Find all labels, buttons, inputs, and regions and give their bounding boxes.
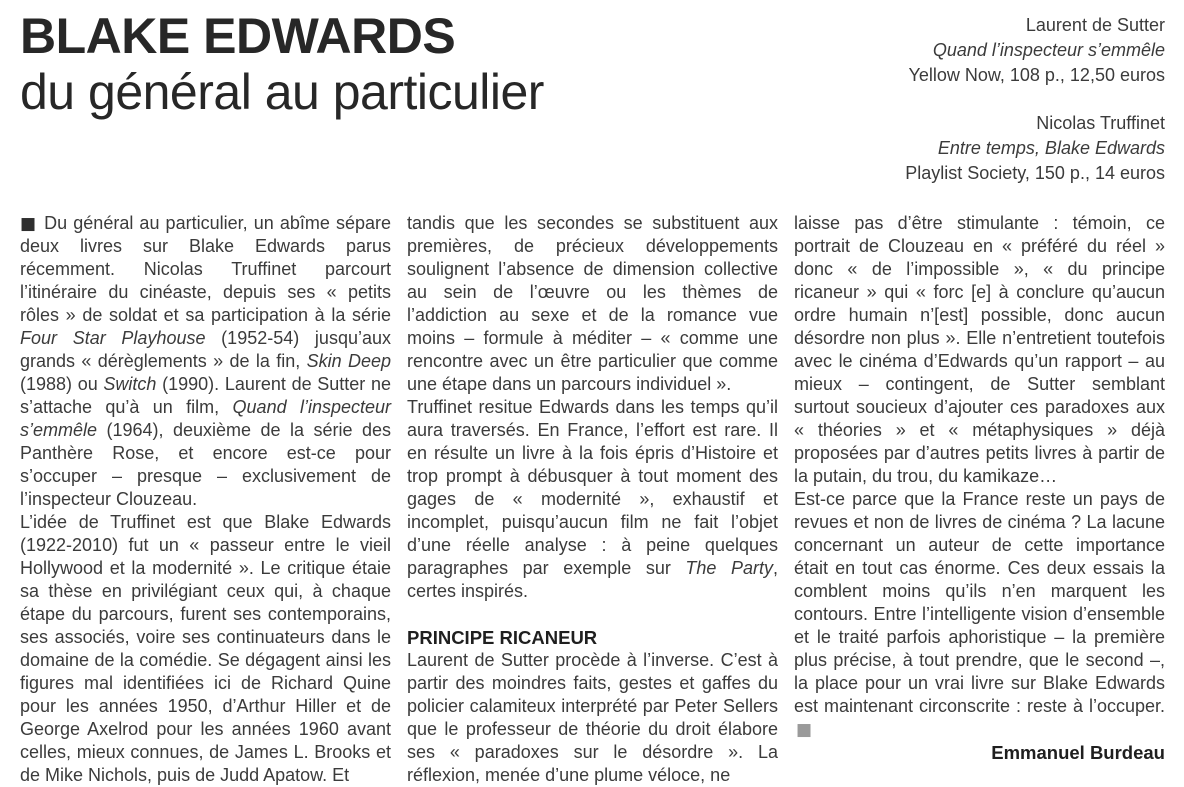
book-publisher: Playlist Society, 150 p., 14 euros [905,163,1165,183]
paragraph [407,649,778,787]
text-run: , certes inspirés. [407,558,778,601]
text-run: (1952-54) jusqu’aux grands « dérèglements » de la fin, [20,328,391,371]
book-title: Quand l’inspecteur s’emmêle [932,40,1165,60]
text-column-2 [407,212,778,787]
text-run: (1988) ou [20,374,104,394]
author-byline: Emmanuel Burdeau [991,742,1165,763]
article-body [20,212,1165,787]
book-credits [905,13,1165,186]
text-run: Switch [103,374,157,394]
book-author: Laurent de Sutter [1025,15,1165,35]
text-run: Du général au particulier, un abîme sépare deux livres sur Blake Edwards parus récemment. Nicolas Truffinet parcourt l’itinéraire du cinéaste, depuis ses « petits rôles » de soldat et sa participation à la série [20,213,391,325]
text-run: Truffinet resitue Edwards dans les temps qu’il aura traversés. En France, l’effort est rare. Il en résulte un livre à la fois épris d’Histoire et trop prompt à débusquer à tout moment des gages de « modernité », exhaustif et incomplet, puisqu’aucun film ne fait l’objet d’une réelle analyse : à peine quelques paragraphes par exemple sur [407,397,778,578]
text-run: (1964), deuxième de la série des Panthère Rose, et encore est-ce pour s’occuper – presque – exclusivement de l’inspecteur Clouzeau. [20,420,391,509]
text-run: Skin Deep [306,351,391,371]
paragraph [407,212,778,396]
text-run: Four Star Playhouse [20,328,206,348]
paragraph [20,511,391,787]
paragraph [794,488,1165,741]
article-headline [20,8,544,120]
text-run: Est-ce parce que la France reste un pays de revues et non de livres de cinéma ? La lacune concernant un auteur de cette importance était en tout cas énorme. Ces deux essais la comblent moins qu’ils n’en marquent les contours. Entre l’intelligente vision d’ensemble et le traité parfois aphoristique – la première plus précise, à tout prendre, que le second –, la place pour un vrai livre sur Blake Edwards est maintenant circonscrite : reste à l’occuper. [794,489,1165,716]
book-credit [905,13,1165,88]
text-column-3 [794,212,1165,787]
text-run: Quand l’inspecteur s’emmêle [20,397,391,440]
section-heading: PRINCIPE RICANEUR [407,627,598,648]
paragraph [20,212,391,511]
text-run: The Party [685,558,773,578]
headline-line2: du général au particulier [20,64,544,120]
text-column-1 [20,212,391,787]
text-run: Laurent de Sutter procède à l’inverse. C’est à partir des moindres faits, gestes et gaffes du policier calamiteux interprété par Peter Sellers que le professeur de théorie du droit élabore ses « paradoxes sur le désordre ». La réflexion, menée d’une plume véloce, ne [407,650,778,785]
section-end-square-icon: ■ [796,720,813,740]
headline-line1: BLAKE EDWARDS [20,8,456,64]
text-run: laisse pas d’être stimulante : témoin, ce portrait de Clouzeau en « préféré du réel » donc « de l’impossible », « du principe ricaneur » qui « forc [e] à conclure qu’aucun ordre humain n’[est] possible, donc aucun désordre non plus ». Elle n’entretient toutefois avec le cinéma d’Edwards qu’un rapport – au mieux – contingent, de Sutter semblant surtout soucieux d’ajouter ces paradoxes aux « théories » et « métaphysiques » déjà proposées par d’autres petits livres à partir de la putain, du trou, du kamikaze… [794,213,1165,486]
text-run: L’idée de Truffinet est que Blake Edwards (1922-2010) fut un « passeur entre le vieil Hollywood et la modernité ». Le critique étaie sa thèse en privilégiant ceux qui, à chaque étape du parcours, furent ses contemporains, ses associés, voire ses continuateurs dans le domaine de la comédie. Se dégagent ainsi les figures mal identifiées ici de Richard Quine pour les années 1950, d’Arthur Hiller et de George Axelrod pour les années 1960 avant celles, mieux connues, de James L. Brooks et de Mike Nichols, puis de Judd Apatow. Et [20,512,391,785]
book-credit [905,111,1165,186]
book-title: Entre temps, Blake Edwards [937,138,1165,158]
paragraph [794,212,1165,488]
book-author: Nicolas Truffinet [1036,113,1165,133]
book-publisher: Yellow Now, 108 p., 12,50 euros [908,65,1165,85]
section-start-square-icon: ■ [20,214,38,234]
text-run: (1990). Laurent de Sutter ne s’attache qu’à un film, [20,374,391,417]
page-header [20,8,1165,186]
text-run: tandis que les secondes se substituent aux premières, de précieux développements soulignent l’absence de dimension collective au sein de l’œuvre ou les thèmes de l’addiction au sexe et de la romance vue moins – formule à méditer – « comme une rencontre avec un être particulier que comme une étape dans un parcours individuel ». [407,213,778,394]
paragraph [407,396,778,603]
